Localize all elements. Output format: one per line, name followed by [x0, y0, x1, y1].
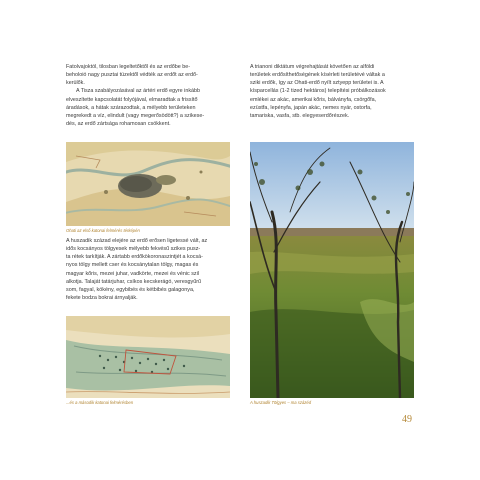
- map-image-second-survey: [66, 316, 230, 398]
- text-line: beholoió nagy pusztai tüzektől védték az erdőt az erdő-: [66, 72, 198, 79]
- text-line: ta rétek tarkítják. A zártabb erdőkökoronaszintjét a kocsá-: [66, 254, 203, 261]
- map-caption-2: ...és a második katonai felmérésben: [66, 400, 134, 405]
- text-line: nyos tölgy mellett cser és kocsánytalan tölgy, magas és: [66, 262, 199, 269]
- text-line: elveszítette kapcsolatát folyójával, elmaradtak a frissítő: [66, 96, 198, 103]
- text-line: területek erdősíthetőségének kísérleti területévé váltak a: [250, 72, 385, 79]
- text-line: megrekedt a víz, elindult (vagy megerősödött?) a szikese-: [66, 112, 205, 119]
- text-line: fekete bodza bokrai árnyalják.: [66, 295, 138, 302]
- text-line: ezüstfa, lepényfa, japán akác, nemes nyár, ostorfa,: [250, 104, 372, 111]
- photo-caption: A huszadik Tölgyes – ma százéd: [250, 400, 312, 405]
- text-line: sziki erdők, így az Ohati-erdő nyílt sztyepp területei is. A: [250, 80, 384, 87]
- map-caption-1: Ohati az első katonai felmérés térképén: [66, 228, 140, 233]
- text-line: magyar kőris, mezei juhar, vadkörte, mezei és vénic szil: [66, 270, 200, 277]
- text-line: A Tisza szabályozásával az ártéri erdő egyre inkább: [76, 88, 201, 95]
- map-image-first-survey: [66, 142, 230, 226]
- text-line: dés, az erdő zártsága rohamosan csökkent.: [66, 121, 171, 128]
- text-line: emlékei az akác, amerikai kőris, bálványfa, csörgőfa,: [250, 96, 377, 103]
- text-line: Fatolvajoktól, tilosban legeltetőktől és az erdőbe be-: [66, 64, 191, 70]
- left-paragraph-2: [66, 237, 230, 302]
- text-line: áradások, a hátak szárazodtak, a mélyebb területeken: [66, 104, 196, 111]
- page-number: 49: [402, 414, 412, 425]
- text-line: tamariska, vasfa, stb. elegyeserdőrészek.: [250, 112, 350, 119]
- landscape-photo: [250, 142, 414, 398]
- text-line: som, fagyal, kökény, egybibés és kétbibés galagonya,: [66, 286, 195, 293]
- text-line: kísparcellás (1-2 tized hektáros) telepítési próbálkozások: [250, 88, 386, 95]
- text-line: idős kocsányos tölgyesek mélyebb fekvésű szikes pusz-: [66, 246, 201, 253]
- right-paragraph: [250, 63, 414, 120]
- text-line: A trianoni diktátum végrehajtását követően az alföldi: [250, 64, 375, 70]
- text-line: A huszadik század elejére az erdő erősen ligetessé vált, az: [66, 238, 208, 244]
- text-line: kerülők.: [66, 80, 85, 87]
- left-paragraph-1: [66, 63, 230, 128]
- text-line: alkotja. Talaját tatárjuhar, csíkos kecskerágó, veresgyűrű: [66, 278, 202, 285]
